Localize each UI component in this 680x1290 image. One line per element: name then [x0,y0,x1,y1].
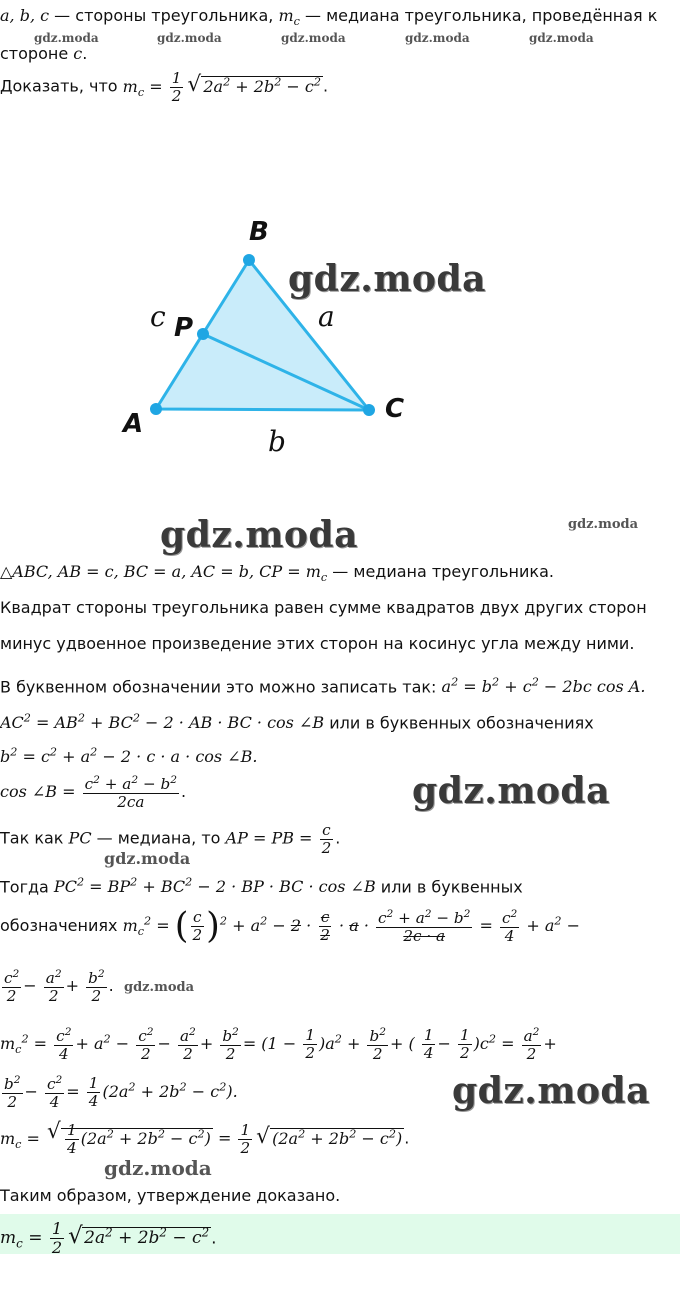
watermark-large: gdz.moda [288,258,486,300]
median-text: — медиана треугольника, проведённая к [299,6,658,25]
watermark-small: gdz.moda [34,31,99,45]
vertex-c-label: C [385,394,405,424]
watermark-large: gdz.moda [160,514,358,556]
problem-line-3: Доказать, что $m_c$ = $\frac{1}{2}$ √ $2a^2 + 2b^2 - c^2$ . [0,69,329,105]
result-formula: $m_c$ = $\frac{1}{2}$ √ $2a^2 + 2b^2 - c^2$ . [0,1219,217,1257]
formula-to-prove: $m_c$ = [122,76,163,99]
vertex-a-dot [150,403,162,415]
watermark-small: gdz.moda [568,517,639,532]
expand-cont-line: $\frac{b^2}{2}$ − $\frac{c^2}{4}$ = $\frac{1}{4}$ $(2a^2 + 2b^2 - c^2)$. [4,1073,238,1111]
problem-line-2: стороне c. [0,44,88,63]
then-line: Тогда $PC^2 = BP^2 + BC^2 - 2$ · BP · BC · cos ∠B или в буквенных [0,876,523,897]
watermark-small: gdz.moda [157,31,222,45]
side-b-label: b [268,425,286,458]
watermark-small: gdz.moda [104,1156,212,1180]
rule-line-1: Квадрат стороны треугольника равен сумме квадратов двух других сторон [0,598,647,617]
law-line: $AC^2 = AB^2 + BC^2 - 2$ · AB · BC · cos ∠B или в буквенных обозначениях [0,712,594,733]
median-symbol: $m_c$ [278,6,300,29]
law-letters-line: $b^2 = c^2 + a^2 - 2 \cdot c \cdot a \cdot \cos$ ∠B. [0,746,258,767]
cos-line: cos ∠B = $\frac{c^2 + a^2 - b^2}{2ca}$ . [0,773,187,811]
side-c-label: c [150,300,166,333]
watermark-small: gdz.moda [124,980,195,995]
watermark-large: gdz.moda [452,1070,650,1112]
vertex-b-dot [243,254,255,266]
watermark-small: gdz.moda [104,849,191,868]
vertex-a-label: A [123,409,144,439]
vertex-b-label: B [249,217,269,247]
watermark-large: gdz.moda [412,770,610,812]
root-line: $m_c$ = √ $\frac{1}{4}$ $(2a^2 + 2b^2 - c^2)$ = $\frac{1}{2}$ √ $(2a^2 + 2b^2 - c^2)$ . [0,1119,410,1157]
triangle-figure [0,205,680,505]
problem-line-1 [0,6,657,29]
side-a-label: a [318,300,335,333]
since-line: Так как PC — медиана, то AP = PB = $\frac{c}{2}$ . [0,821,341,857]
given-line: △ABC, AB = c, BC = a, AC = b, CP = $m_c$ — медиана треугольника. [0,562,554,585]
vertex-c-dot [363,404,375,416]
sides-math: a, b, c [0,6,50,25]
expand-line: $m_c^2$ = $\frac{c^2}{4}$ + $a^2$ − $\frac{c^2}{2}$ − $\frac{a^2}{2}$ + $\frac{b^2}{2}$ = (1 − $\frac{1}{2}$ )$a^2$ + $\frac{b^2}{2}$ + ( $\frac{1}{4}$ − $\frac{1}{2}$ )$c^2$ = $\frac{a^2}{2}$ + [0,1025,557,1063]
sides-text: — стороны треугольника, [49,6,279,25]
letters-line: В буквенном обозначении это можно записать так: $a^2 = b^2 + c^2 - 2bc$ cos A. [0,676,646,697]
point-p-dot [197,328,209,340]
notation-cont-line: $\frac{c^2}{2}$ − $\frac{a^2}{2}$ + $\frac{b^2}{2}$ . [4,967,114,1005]
watermark-small: gdz.moda [281,31,346,45]
rule-line-2: минус удвоенное произведение этих сторон на косинус угла между ними. [0,634,635,653]
watermark-small: gdz.moda [529,31,594,45]
watermark-small: gdz.moda [405,31,470,45]
conclusion-line: Таким образом, утверждение доказано. [0,1186,341,1205]
point-p-label: P [174,313,194,343]
notation-line: обозначениях $m_c^2$ = ( $\frac{c}{2}$ )$^2 + a^2 - 2$ · $\frac{c}{2}$ · a · $\frac{c^2 + a^2 - b^2}{2c \cdot a}$ = $\frac{c^2}{4}$ + $a^2$ − [0,905,581,947]
